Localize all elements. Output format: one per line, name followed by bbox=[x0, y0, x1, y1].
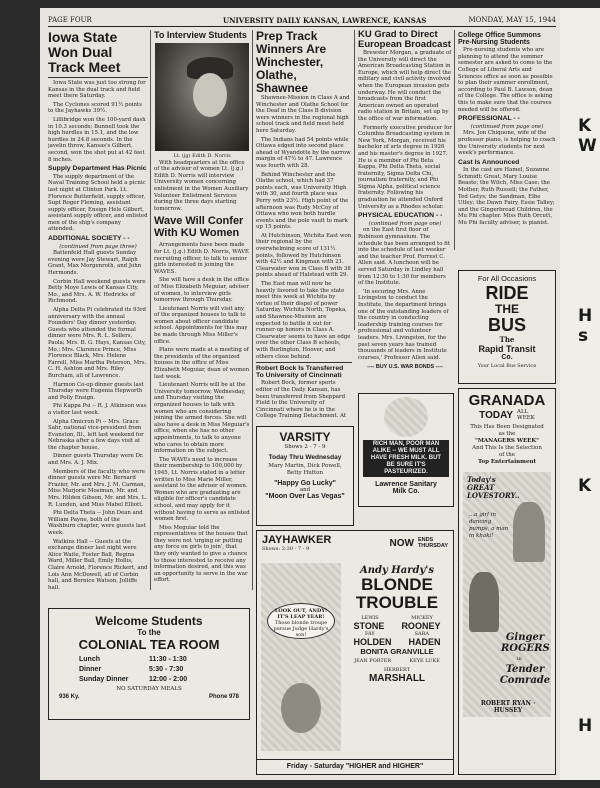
article-text: Formerly executive producer for Columbia Broadcasting system in New York, Morgan, received his bachelor of arts degree in 1926 and his master's degree in 1927. He is a member of Phi Beta Kappa, Phi Delta Theta, social fraternity, Sigma Delta Chi, journalism fraternity, and Phi Sigma Alpha, political science fraternity. Following his graduation he attended Oxford University as a Rhodes scholar. bbox=[358, 124, 452, 210]
ad-text: ENDS bbox=[417, 537, 434, 543]
meal-label: Dinner bbox=[79, 666, 102, 673]
film-cast: Mary Martin, Dick Powell, Betty Hutton bbox=[268, 463, 342, 476]
article-text: Harmon Co-op dinner guests last Thursday were Eugenia Hepworth and Polly Ensign. bbox=[48, 381, 144, 401]
ad-company: Lawrence Sanitary bbox=[375, 481, 437, 488]
star-name: MARSHALL bbox=[368, 673, 426, 684]
ad-address: 936 Ky. bbox=[59, 694, 80, 700]
edge-text: H bbox=[578, 306, 593, 326]
speech-bubble bbox=[267, 603, 335, 639]
film-title: Tender Comrade bbox=[499, 664, 551, 686]
column-4 bbox=[358, 30, 452, 385]
ad-text: WEEK bbox=[517, 415, 535, 421]
article-text: on the East first floor of Robinson gymnasium. The schedule has been arranged to fit into the schedule of last weeker and the teacher Prof. Forrest C. Allen said. A luncheon will be served Saturday in Lindley hall from 12:30 to 1:30 for members of the Institute. bbox=[358, 227, 450, 287]
ad-text: IT'S LEAP YEAR! bbox=[277, 614, 325, 620]
ad-text: "MANAGERS WEEK" bbox=[474, 438, 540, 444]
film-tagline: Today's GREAT LOVESTORY.. bbox=[467, 475, 520, 500]
page-header bbox=[48, 14, 556, 27]
star-first: LEWIS bbox=[361, 615, 379, 621]
subhead-cast: Cast Is Announced bbox=[458, 158, 520, 166]
article-text: Robert Bock, former sports editor of the Daily Kansan, has been transferred from Sheppard Field to the University of Cincinnati where he is in the College Training Detachment. At bbox=[256, 380, 347, 418]
edge-text: K bbox=[578, 116, 592, 136]
column-rule bbox=[454, 30, 455, 250]
star-name: BONITA GRANVILLE bbox=[360, 647, 434, 656]
article-text: Alpha Delta Pi celebrated its 93rd anniversary with the annual Founders' Day dinner yesterday. Guests who attended the formal dinner were Mrs. R. L. Sellers, Paola; Mrs. B. G. Hays, Kansas City, Mo.; Mrs. Clarence Prince, Miss Florence Black, Mrs. Helene Farrell, Miss Martha Peterson, Mrs. C. H. Ashton and Mrs. Riley Burcham, all of Lawrence. bbox=[48, 307, 147, 379]
ad-text: And This Is the Selection bbox=[472, 445, 542, 451]
article-text: The supply department of the Naval Training School held a picnic last night at Clinton Park. Lt. Florence Butterfield, supply officer, Supt Roger Fleming, assistant supply officer, Ensign Hele Gilbert, assistant supply officer, and enlisted men of the ship's company attended. bbox=[48, 173, 148, 233]
ad-text: For All Occasions bbox=[477, 274, 537, 283]
article-text: Plans were made at a meeting of the presidents of the organized houses in the office of Miss Elizabeth Meguiar, dean of women last week. bbox=[154, 347, 250, 380]
star-name: KEYE LUKE bbox=[409, 658, 440, 664]
subhead-physical-education: PHYSICAL EDUCATION - - bbox=[358, 212, 443, 220]
continued-note: (continued from page one) bbox=[368, 220, 442, 227]
article-text: Shawnee-Mission in Class A and Winchester and Olathe School for the Deaf in the Class B division were winners in the regional high school track and field meet held here Saturday. bbox=[256, 95, 350, 134]
article-text: 'In securing Mrs. Anne Livingston to conduct the Institute, the department brings one of the outstanding leaders of the country in conducting leadership training courses for professional and volunteer leaders. Mrs. Livingston, for the past seven years has trained thousands of leaders in Institute courses,' Professor Allen said. bbox=[358, 288, 449, 361]
war-bonds-line: ---- BUY U.S. WAR BONDS ---- bbox=[367, 364, 443, 371]
varsity-ad bbox=[256, 426, 354, 526]
officer-photo bbox=[155, 43, 249, 151]
ad-text: in bbox=[517, 656, 522, 662]
ad-headline: Welcome Students bbox=[95, 614, 203, 628]
theater-name: VARSITY bbox=[279, 430, 331, 444]
film-cast: ROBERT RYAN · HUSSEY bbox=[480, 700, 536, 714]
ad-text: ALL bbox=[517, 409, 529, 415]
star-name: JEAN PORTER bbox=[354, 658, 392, 664]
ad-text: HAVE FRESH MILK. BUT bbox=[370, 455, 442, 461]
ad-text: To the bbox=[137, 628, 161, 637]
star-first: MICKEY bbox=[411, 615, 433, 621]
ad-text: BE SURE IT'S PASTEURIZED. bbox=[384, 462, 428, 475]
article-text: Arrangements have been made for Lt. (j.g.) Edith D. Norris, WAVE recruiting officer, to talk to senior girls interested in joining the WAVES. bbox=[154, 242, 249, 275]
ad-text: as the bbox=[498, 431, 516, 437]
ad-text: of the bbox=[498, 452, 516, 458]
theater-name: GRANADA bbox=[468, 392, 546, 409]
bus-ad bbox=[458, 270, 556, 384]
headline-ku-grad: KU Grad to Direct European Broadcast bbox=[358, 30, 451, 50]
column-5 bbox=[458, 30, 556, 265]
subhead-society: ADDITIONAL SOCIETY - - bbox=[48, 235, 130, 243]
article-text: Lillibridge won the 100-yard dash in 10.3 seconds; Bunnell took the high hurdles in 15.1, and the low hurdles in 24.8 seconds. In the javelin throw, Kansas's Gilbert, second, won the shot put at 42 feet 8 inches. bbox=[48, 116, 146, 163]
article-text: Lieutenant Norris will visit any of the organized houses to talk to women about officer candidate school. Appointments for this may be made through Miss Miller's office. bbox=[154, 305, 248, 345]
ad-text: and bbox=[299, 487, 311, 493]
article-text: In the cast are Hamel, Suzanne Schmidt; Great, Mary Louise Beaste; the Witch, Miss Case; the Mother, Ruth Russell; the Father, Ted Getys; the Sandman, Elbe Utley; the Dawn Fairy, Essie Talley; and the Gingerbread Children, the Mu Phi chapter. Miss Ruth Orcutt, Mu Phi faculty adviser, is pianist. bbox=[458, 167, 555, 227]
ad-text: Those blonde troupe pursue Judge Hardy's son! bbox=[273, 620, 329, 638]
star-first: FAY bbox=[364, 631, 375, 637]
ad-text: THE bbox=[495, 302, 519, 316]
tea-room-ad bbox=[48, 608, 250, 720]
paper-title: UNIVERSITY DAILY KANSAN, LAWRENCE, KANSAS bbox=[223, 16, 427, 25]
edge-text: W bbox=[578, 136, 597, 156]
newspaper-page bbox=[40, 8, 560, 780]
column-rule bbox=[150, 30, 151, 590]
meal-hours: 5:30 - 7:30 bbox=[149, 666, 184, 673]
jayhawker-ad bbox=[256, 530, 454, 775]
show-times: Shows: 2:30 - 7 - 9 bbox=[262, 546, 310, 552]
ad-text: ALIKE -- WE MUST ALL bbox=[372, 448, 440, 454]
ad-company: Rapid Transit bbox=[478, 344, 536, 354]
article-text: Corbin Hall weekend guests were Betty Moye Lewis of Kansas City, Mo., and Mrs. A. W. Hedricks of Richmond. bbox=[48, 278, 146, 305]
film-quote: ...a girl in dancing pumps, a man in khaki! bbox=[469, 512, 509, 539]
headline-prep-track: Prep Track Winners Are Winchester, Olathe, Shawnee bbox=[256, 30, 327, 95]
star-name: HOLDEN bbox=[353, 637, 392, 647]
article-text: Miss Meguiar told the representatives of the houses that they were not 'urging or putting any force on girls to join', that they only wanted to give a chance to those interested to receive any information desired, and this was an opportunity to serve in the war effort. bbox=[154, 524, 248, 584]
ad-text: RICH MAN, POOR MAN bbox=[372, 441, 440, 447]
article-text: Behind Winchester and the Olathe school, which had 37 points each, was University High with 30, and fourth place was Perry with 23½. High point of the afternoon was Rudy McCoy of Ottawa who won both hurdle events and the pole vault to mark up 15 points. bbox=[256, 171, 349, 231]
meal-hours: 11:30 - 1:30 bbox=[149, 656, 187, 663]
issue-date: MONDAY, MAY 15, 1944 bbox=[468, 16, 556, 24]
photo-caption: Lt. (jg) Edith D. Norris bbox=[173, 153, 231, 159]
star-first: SARA bbox=[414, 631, 430, 637]
meal-label: Lunch bbox=[79, 656, 100, 663]
article-text: Alpha Omicron Pi -- Mrs. Grace Sahr, national vice-president from Evanston, Ill., left last weekend for Nebraska after a few days visit at the chapter house. bbox=[48, 418, 144, 451]
article-text: Battenfeld Hall guests Sunday evening were Jay Stewart, Ralph Grant, Max Morgenroth, and John Hermonds. bbox=[48, 250, 142, 277]
film-poster bbox=[463, 472, 551, 717]
character-icon bbox=[281, 683, 321, 733]
continued-note: (continued from page one) bbox=[470, 123, 544, 130]
film-title: "Happy Go Lucky" bbox=[274, 480, 336, 487]
edge-text: s bbox=[578, 326, 589, 346]
milk-bottle-icon bbox=[384, 397, 428, 437]
headline-interview: To Interview Students bbox=[154, 30, 247, 40]
star-name: HADEN bbox=[408, 637, 441, 647]
ad-note: NO SATURDAY MEALS bbox=[116, 686, 182, 692]
restaurant-name: COLONIAL TEA ROOM bbox=[78, 637, 220, 652]
article-text: Phi Delta Theta -- John Dean and William Payne, both of the Washburn chapter, were guests last week. bbox=[48, 510, 146, 536]
article-text: With headquarters at the office of the adviser of women Lt. (j.g.) Edith D. Norris will interview University women concerning enlistment in the Women Auxiliary Volunteer Enlistment Services during the three days starting tomorrow. bbox=[154, 159, 249, 212]
star-name: Ginger ROGERS bbox=[501, 632, 550, 654]
star-first: HERBERT bbox=[383, 667, 411, 673]
continued-note: (continued from page three) bbox=[59, 243, 137, 250]
granada-ad bbox=[458, 388, 556, 775]
cartoon-art bbox=[261, 563, 341, 751]
dairy-ad bbox=[358, 393, 454, 507]
meal-label: Sunday Dinner bbox=[79, 676, 129, 683]
article-text: Pre-nursing students who are planning to attend the summer semester are asked to come to the College of Liberal Arts and Sciences office as soon as possible to plan their summer enrollment, according to Paul B. Lawson, dean of the College. The office is asking this to make sure that the courses needed will be offered. bbox=[458, 47, 553, 113]
page-number: PAGE FOUR bbox=[48, 16, 92, 24]
ad-company: Milk Co. bbox=[392, 488, 420, 495]
film-title: TROUBLE bbox=[355, 593, 439, 612]
ad-text: NOW bbox=[389, 537, 414, 549]
ad-headline: BUS bbox=[487, 315, 526, 335]
article-text: The Indians had 54 points while Ottawa edged into second place ahead of Wyandotte by the narrow margin of 47½ to 47. Lawrence was fourth with 28. bbox=[256, 136, 351, 169]
ad-text: This Has Been Designated bbox=[470, 424, 544, 430]
ad-text: THURSDAY bbox=[417, 543, 448, 549]
theater-name: JAYHAWKER bbox=[262, 534, 332, 546]
article-text: The East man will now be heavily favored to take the state meet this week at Wichita by virtue of their dispel of power Saturday. Wichita North, Topeka, and Shawnee-Mission are expected to battle it out for runner-up honors in Class A. Clearwater seems to have an edge over the other Class B schools, with Burlington, Hoover, and others close behind. bbox=[256, 281, 351, 360]
article-text: Brewster Morgan, a graduate of the University will direct the American Broadcasting Station in Europe, which will help direct the military and civil activity involved when the European invasion gets underway. He will conduct the broadcasts from the first American owned an operated radio station in Britain, set up by the office of war information. bbox=[358, 50, 452, 122]
article-text: At Hutchinson, Wichita East won their regional by the overwhelming score of 131½ points, followed by Hutchinson with 42½ and Kingman with 21. Clearwater won in Class B with 38 points ahead of Halstead with 29. bbox=[256, 232, 352, 279]
article-text: Members of the faculty who were dinner guests were Mr. Bernard Frazier, Mr. and Mrs. J. M. Carman, Miss Marjorie Mosiman, Mr. and Mrs. Hilden Gibson, Mr. and Mrs. L. R. Lunden, and Miss Mabel Elliott. bbox=[48, 468, 148, 508]
star-name: STONE bbox=[353, 621, 385, 631]
film-series: Andy Hardy's bbox=[359, 565, 434, 576]
ad-text: Co. bbox=[501, 354, 513, 361]
adjacent-page-edge bbox=[560, 8, 600, 780]
article-text: Mrs. Jon Chiquone, wife of the professor piano, is helping to coach the University students for next week's performance. bbox=[458, 130, 556, 157]
column-2 bbox=[154, 30, 250, 605]
ad-text: Today Thru Wednesday bbox=[268, 454, 342, 461]
subhead-professional: PROFESSIONAL - - bbox=[458, 115, 520, 123]
article-text: Watkins Hall -- Guests at the exchange dinner last night were Alice Waite, Foster Ball, Regina Ward, Miller Ball, Emily Hollis, Claire Arnold, Florence Rickert, and Lois Ann McDowell, all of Corbin hall, and Bernice Watson, Jolliffe hall. bbox=[48, 538, 148, 591]
article-text: Iowa State was just too strong for Kansas in the dual track and field meet there Saturday. bbox=[48, 80, 146, 100]
column-3 bbox=[256, 30, 352, 418]
headline-bock: Robert Bock Is Transferred To University of Cincinnati bbox=[256, 365, 344, 379]
star-name: ROONEY bbox=[401, 621, 441, 631]
ad-text: LOOK OUT, ANDY! bbox=[274, 608, 328, 614]
ad-headline: RIDE bbox=[485, 283, 529, 303]
film-title: BLONDE bbox=[361, 575, 433, 594]
column-1 bbox=[48, 30, 148, 602]
column-rule bbox=[252, 30, 253, 590]
edge-text: H bbox=[578, 716, 593, 736]
headline-iowa-state: Iowa State Won Dual Track Meet bbox=[48, 30, 121, 75]
ad-text: The bbox=[499, 335, 515, 344]
soldier-icon bbox=[469, 572, 499, 632]
subhead-supply: Supply Department Has Picnic bbox=[48, 165, 147, 173]
ad-text: Top Entertainment bbox=[477, 459, 537, 465]
ad-text: TODAY bbox=[479, 409, 514, 421]
show-times: Shows 2 - 7 - 9 bbox=[284, 444, 326, 450]
actress-icon bbox=[513, 502, 545, 562]
article-text: Phi Kappa Psi -- R. J. Atkinson was a visitor last week. bbox=[48, 403, 147, 416]
edge-text: K bbox=[578, 476, 592, 496]
article-text: She will have a desk in the office of Miss Elizabeth Meguiar, adviser of women, to interview girls tomorrow through Thursday. bbox=[154, 277, 249, 304]
headline-wave: Wave Will Confer With KU Women bbox=[154, 215, 244, 240]
article-text: The WAVEs need to increase their membership to 100,000 by 1945, Lt. Norris stated in a letter written to Miss Marie Miller, assistant to the adviser of women. Women who are graduating are eligible for officer's candidate school, and may apply for it without having to serve as enlisted women first. bbox=[154, 456, 250, 523]
meal-hours: 12:00 - 2:00 bbox=[149, 676, 188, 683]
article-text: Lieutenant Norris will be at the University tomorrow, Wednesday, and Thursday visiting the organized houses to talk with women who are considering joining the armed forces. She will also have a desk in Miss Meguiar's office, when she has no other appointments, to talk to anyone who cares to obtain more information on the subject. bbox=[154, 382, 250, 455]
headline-pre-nursing: College Office Summons Pre-Nursing Students bbox=[458, 32, 541, 46]
ad-text: Your Local Bus Service bbox=[477, 363, 537, 369]
ad-phone: Phone 978 bbox=[208, 694, 239, 700]
coming-attraction: Friday - Saturday "HIGHER and HIGHER" bbox=[257, 759, 453, 770]
article-text: Dinner guests Thursday were Dr. and Mrs. A. J. Mix. bbox=[48, 453, 144, 467]
film-title: "Moon Over Las Vegas" bbox=[265, 493, 345, 500]
article-text: The Cyclones scored 91½ points to the Jayhawks 39½. bbox=[48, 101, 142, 115]
column-rule bbox=[354, 30, 355, 330]
